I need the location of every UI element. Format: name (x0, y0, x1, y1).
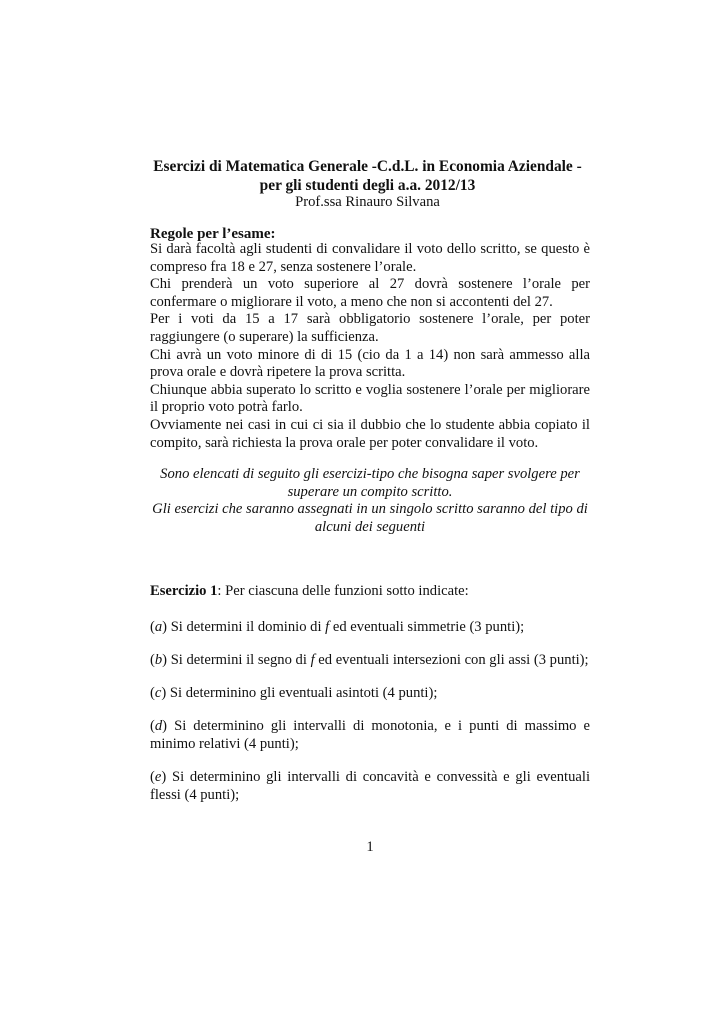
note-line-2: Gli esercizi che saranno assegnati in un singolo scritto saranno del tipo di alcuni dei seguenti (152, 501, 588, 535)
exercise-1-label: Esercizio 1 (150, 583, 218, 599)
exercise-item-e: (e) Si determinino gli intervalli di concavità e convessità e gli eventuali flessi (4 punti); (150, 769, 590, 803)
rules-paragraph: Ovviamente nei casi in cui ci sia il dubbio che lo studente abbia copiato il compito, sarà richiesta la prova orale per poter convalidare il voto. (150, 416, 590, 451)
page-number: 1 (366, 839, 374, 855)
item-text: Si determinino gli intervalli di concavità e convessità e gli eventuali flessi (4 punti); (150, 769, 590, 803)
rules-paragraph: Chiunque abbia superato lo scritto e voglia sostenere l’orale per migliorare il proprio voto potrà farlo. (150, 381, 590, 416)
title-line-1: Esercizi di Matematica Generale -C.d.L. in Economia Aziendale - (153, 158, 582, 175)
item-text: Si determini il dominio di f ed eventuali simmetrie (3 punti); (167, 619, 525, 635)
item-text: Si determinino gli eventuali asintoti (4 punti); (166, 685, 438, 701)
exercise-note (150, 466, 590, 536)
item-text: Si determini il segno di f ed eventuali intersezioni con gli assi (3 punti); (167, 652, 589, 668)
note-line-1: Sono elencati di seguito gli esercizi-tipo che bisogna saper svolgere per superare un compito scritto. (160, 466, 580, 500)
item-letter: b (154, 652, 163, 668)
exercise-item-d: (d) Si determinino gli intervalli di monotonia, e i punti di massimo e minimo relativi (4 punti); (150, 718, 590, 752)
item-letter: a (154, 619, 163, 635)
author-line: Prof.ssa Rinauro Silvana (295, 194, 440, 210)
exercise-item-c: (c) Si determinino gli eventuali asintoti (4 punti); (150, 685, 438, 701)
rules-paragraph: Si darà facoltà agli studenti di convalidare il voto dello scritto, se questo è compreso fra 18 e 27, senza sostenere l’orale. (150, 241, 590, 275)
rules-paragraph: Chi avrà un voto minore di di 15 (cio da 1 a 14) non sarà ammesso alla prova orale e dovrà ripetere la prova scritta. (150, 346, 590, 381)
title-line-2: per gli studenti degli a.a. 2012/13 (259, 177, 476, 194)
exercise-item-a: (a) Si determini il dominio di f ed eventuali simmetrie (3 punti); (150, 619, 525, 635)
item-letter: d (154, 718, 163, 734)
exercise-1-heading (150, 582, 590, 600)
item-letter: e (154, 769, 162, 785)
math-variable: f (310, 652, 315, 668)
rules-heading: Regole per l’esame: (150, 226, 276, 242)
exercise-item-b: (b) Si determini il segno di f ed eventuali intersezioni con gli assi (3 punti); (150, 652, 589, 668)
item-letter: c (154, 685, 162, 701)
rules-paragraph: Per i voti da 15 a 17 sarà obbligatorio sostenere l’orale, per poter raggiungere (o superare) la sufficienza. (150, 311, 590, 345)
exercise-1-intro: : Per ciascuna delle funzioni sotto indicate: (217, 583, 469, 599)
math-variable: f (325, 619, 330, 635)
item-text: Si determinino gli intervalli di monotonia, e i punti di massimo e minimo relativi (4 punti); (150, 718, 590, 752)
rules-body (150, 241, 590, 452)
rules-paragraph: Chi prenderà un voto superiore al 27 dovrà sostenere l’orale per confermare o migliorare il voto, a meno che non si accontenti del 27. (150, 276, 590, 310)
document-title (140, 157, 595, 195)
